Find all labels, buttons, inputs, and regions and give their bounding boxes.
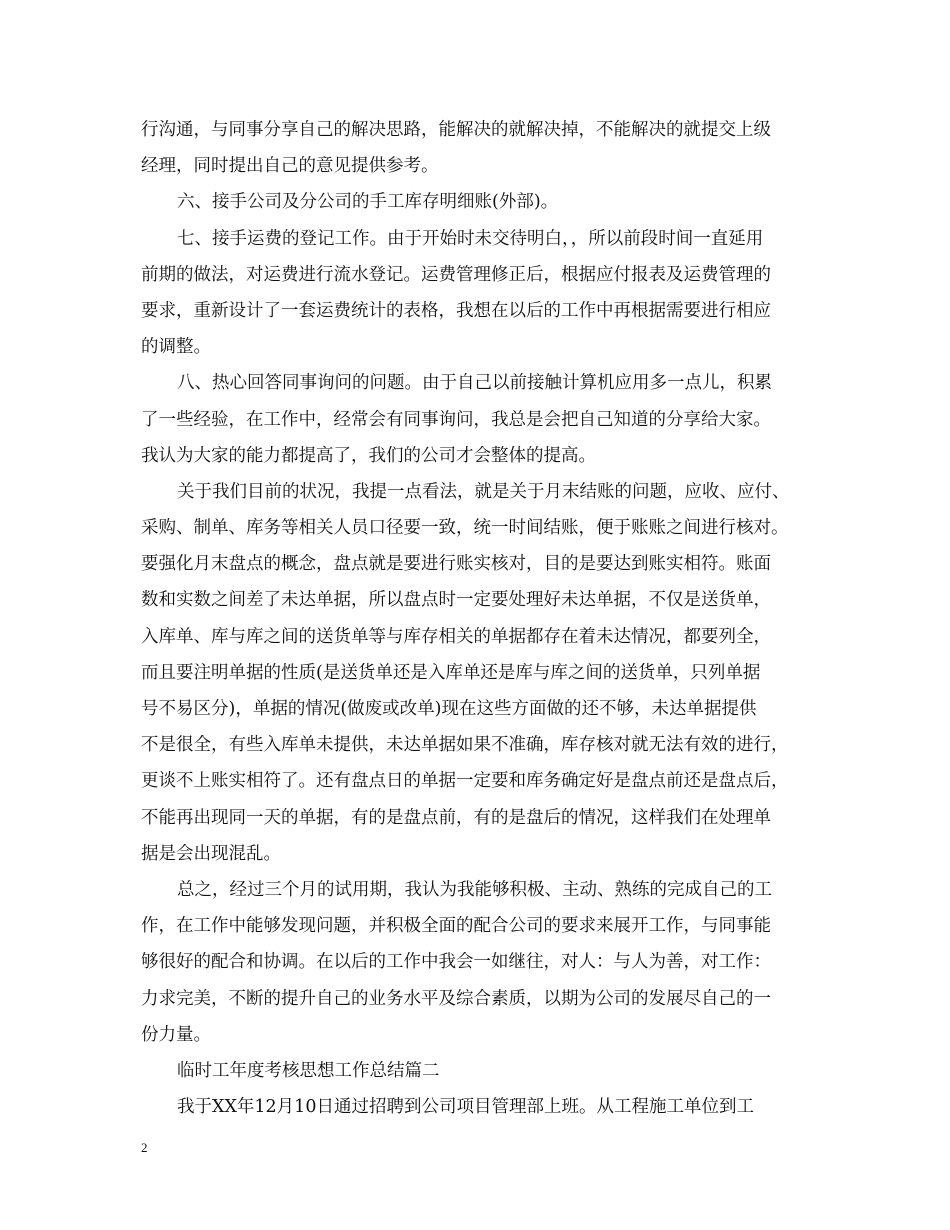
text-line: 我于XX年12月10日通过招聘到公司项目管理部上班。从工程施工单位到工 <box>177 1097 754 1118</box>
text-line: 了一些经验，在工作中，经常会有同事询问，我总是会把自己知道的分享给大家。 <box>141 409 771 430</box>
text-line: 前期的做法，对运费进行流水登记。运费管理修正后，根据应付报表及运费管理的 <box>141 264 771 285</box>
text-line: 数和实数之间差了未达单据，所以盘点时一定要处理好未达单据，不仅是送货单， <box>141 590 771 611</box>
text-line: 的调整。 <box>141 337 211 358</box>
text-line: 够很好的配合和协调。在以后的工作中我会一如继往，对人：与人为善，对工作： <box>141 952 771 973</box>
text-line: 我认为大家的能力都提高了，我们的公司才会整体的提高。 <box>141 445 596 466</box>
document-body <box>141 112 831 1125</box>
text-line: 据是会出现混乱。 <box>141 843 281 864</box>
text-line: 临时工年度考核思想工作总结篇二 <box>177 1060 440 1081</box>
text-line: 经理，同时提出自己的意见提供参考。 <box>141 156 439 177</box>
text-line: 关于我们目前的状况，我提一点看法，就是关于月末结账的问题，应收、应付、 <box>177 481 790 502</box>
text-line: 行沟通，与同事分享自己的解决思路，能解决的就解决掉，不能解决的就提交上级 <box>141 120 771 140</box>
text-line: 入库单、库与库之间的送货单等与库存相关的单据都存在着未达情况，都要列全， <box>141 626 771 647</box>
text-line: 份力量。 <box>141 1024 211 1045</box>
text-line: 不能再出现同一天的单据，有的是盘点前，有的是盘后的情况，这样我们在处理单 <box>141 807 771 828</box>
text-line: 七、接手运费的登记工作。由于开始时未交待明白，，所以前段时间一直延用 <box>177 228 764 249</box>
page-number: 2 <box>141 1140 148 1155</box>
text-line: 六、接手公司及分公司的手工库存明细账(外部)。 <box>177 192 559 213</box>
text-line: 八、热心回答同事询问的问题。由于自己以前接触计算机应用多一点儿，积累 <box>177 373 772 394</box>
text-line: 要求，重新设计了一套运费统计的表格，我想在以后的工作中再根据需要进行相应 <box>141 300 771 321</box>
text-line: 力求完美，不断的提升自己的业务水平及综合素质，以期为公司的发展尽自己的一 <box>141 988 771 1009</box>
text-line: 号不易区分)，单据的情况(做废或改单)现在这些方面做的还不够，未达单据提供 <box>141 699 757 719</box>
text-line: 总之，经过三个月的试用期，我认为我能够积极、主动、熟练的完成自己的工 <box>177 879 772 900</box>
text-line: 更谈不上账实相符了。还有盘点日的单据一定要和库务确定好是盘点前还是盘点后， <box>141 771 789 792</box>
text-line: 而且要注明单据的性质(是送货单还是入库单还是库与库之间的送货单，只列单据 <box>141 662 761 683</box>
text-line: 不是很全，有些入库单未提供，未达单据如果不准确，库存核对就无法有效的进行， <box>141 735 789 756</box>
text-line: 要强化月末盘点的概念，盘点就是要进行账实核对，目的是要达到账实相符。账面 <box>141 554 771 575</box>
text-line: 作，在工作中能够发现问题，并积极全面的配合公司的要求来展开工作，与同事能 <box>141 916 771 937</box>
text-line: 采购、制单、库务等相关人员口径要一致，统一时间结账，便于账账之间进行核对。 <box>141 518 789 539</box>
